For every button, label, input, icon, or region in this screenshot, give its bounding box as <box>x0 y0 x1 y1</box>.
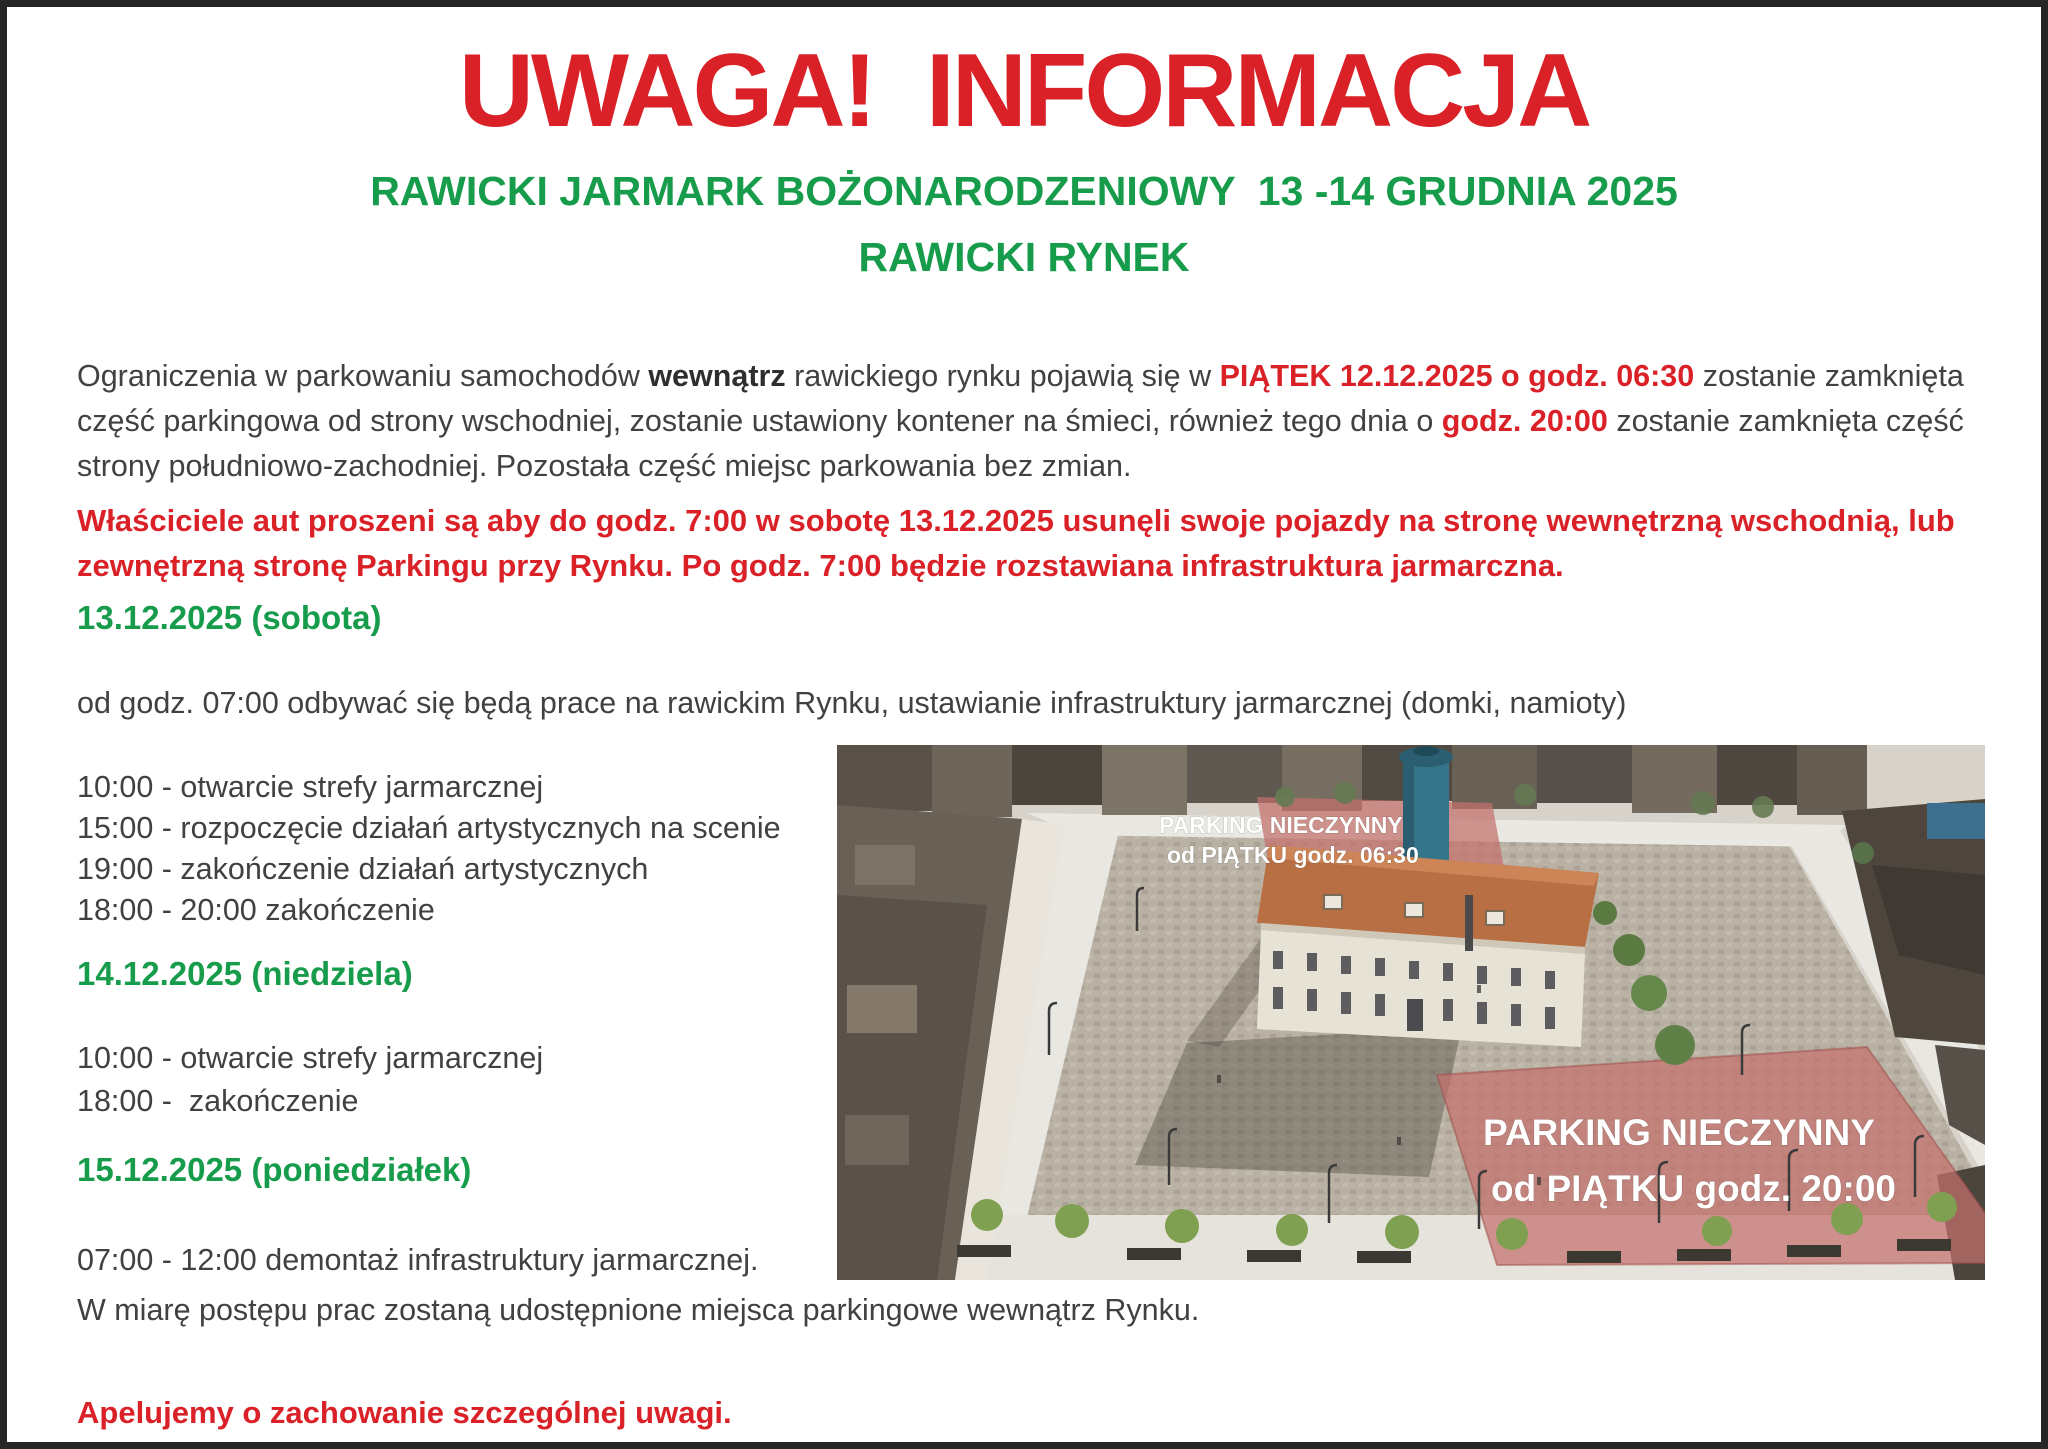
schedule-item: W miarę postępu prac zostaną udostępnione miejsca parkingowe wewnątrz Rynku. <box>77 1293 1200 1327</box>
overlay-label-east-line1: PARKING NIECZYNNY <box>1159 812 1403 838</box>
dormer <box>1486 911 1504 925</box>
overlay-label-southwest-line1: PARKING NIECZYNNY <box>1483 1112 1875 1153</box>
dormer <box>1324 895 1342 909</box>
monument-column <box>1465 895 1473 951</box>
schedule-item: 18:00 - 20:00 zakończenie <box>77 893 435 927</box>
day-heading-monday: 15.12.2025 (poniedziałek) <box>77 1151 472 1188</box>
intro-segment-highlight: godz. 20:00 <box>1441 403 1608 438</box>
schedule-item: 10:00 - otwarcie strefy jarmarcznej <box>77 770 544 804</box>
intro-segment: zostanie zamknięta część parkingowa od strony wschodniej, zostanie ustawiony kontener na śmieci, również tego dnia o <box>77 358 1964 438</box>
aerial-photo-rynek <box>837 745 1985 1280</box>
intro-segment: rawickiego rynku pojawią się w <box>785 358 1220 393</box>
intro-paragraph <box>77 354 1992 489</box>
intro-segment-bold: wewnątrz <box>648 358 786 393</box>
schedule-item: 10:00 - otwarcie strefy jarmarcznej <box>77 1041 544 1075</box>
schedule-item: 15:00 - rozpoczęcie działań artystycznych na scenie <box>77 811 781 845</box>
schedule-item: 18:00 - zakończenie <box>77 1084 359 1118</box>
intro-segment-highlight: PIĄTEK 12.12.2025 o godz. 06:30 <box>1219 358 1695 393</box>
dormer <box>1405 903 1423 917</box>
overlay-label-east-line2: od PIĄTKU godz. 06:30 <box>1167 842 1419 868</box>
schedule-item: 07:00 - 12:00 demontaż infrastruktury jarmarcznej. <box>77 1243 759 1277</box>
subtitle-location: RAWICKI RYNEK <box>858 234 1190 280</box>
closing-appeal: Apelujemy o zachowanie szczególnej uwagi. <box>77 1395 732 1430</box>
alert-paragraph: Właściciele aut proszeni są aby do godz. 7:00 w sobotę 13.12.2025 usunęli swoje pojazdy na stronę wewnętrzną wschodnią, lub zewnętrzną stronę Parkingu przy Rynku. Po godz. 7:00 będzie rozstawiana infrastruktura jarmarczna. <box>77 503 1955 583</box>
subtitle-event: RAWICKI JARMARK BOŻONARODZENIOWY 13 -14 GRUDNIA 2025 <box>370 168 1678 214</box>
tower-lantern <box>1413 746 1439 756</box>
overlay-label-southwest-line2: od PIĄTKU godz. 20:00 <box>1491 1168 1896 1209</box>
saturday-note: od godz. 07:00 odbywać się będą prace na rawickim Rynku, ustawianie infrastruktury jarmarcznej (domki, namioty) <box>77 686 1627 720</box>
schedule-item: 19:00 - zakończenie działań artystycznych <box>77 852 649 886</box>
day-heading-sunday: 14.12.2025 (niedziela) <box>77 955 413 992</box>
page-title: UWAGA! INFORMACJA <box>458 33 1590 149</box>
day-heading-saturday: 13.12.2025 (sobota) <box>77 599 382 636</box>
schedule-sunday <box>77 1037 837 1123</box>
schedule-saturday <box>77 767 837 931</box>
intro-segment: Ograniczenia w parkowaniu samochodów <box>77 358 649 393</box>
intro-segment: zostanie zamknięta część strony południowo-zachodniej. Pozostała część miejsc parkowania bez zmian. <box>77 403 1964 483</box>
aerial-photo-svg <box>837 745 1985 1280</box>
